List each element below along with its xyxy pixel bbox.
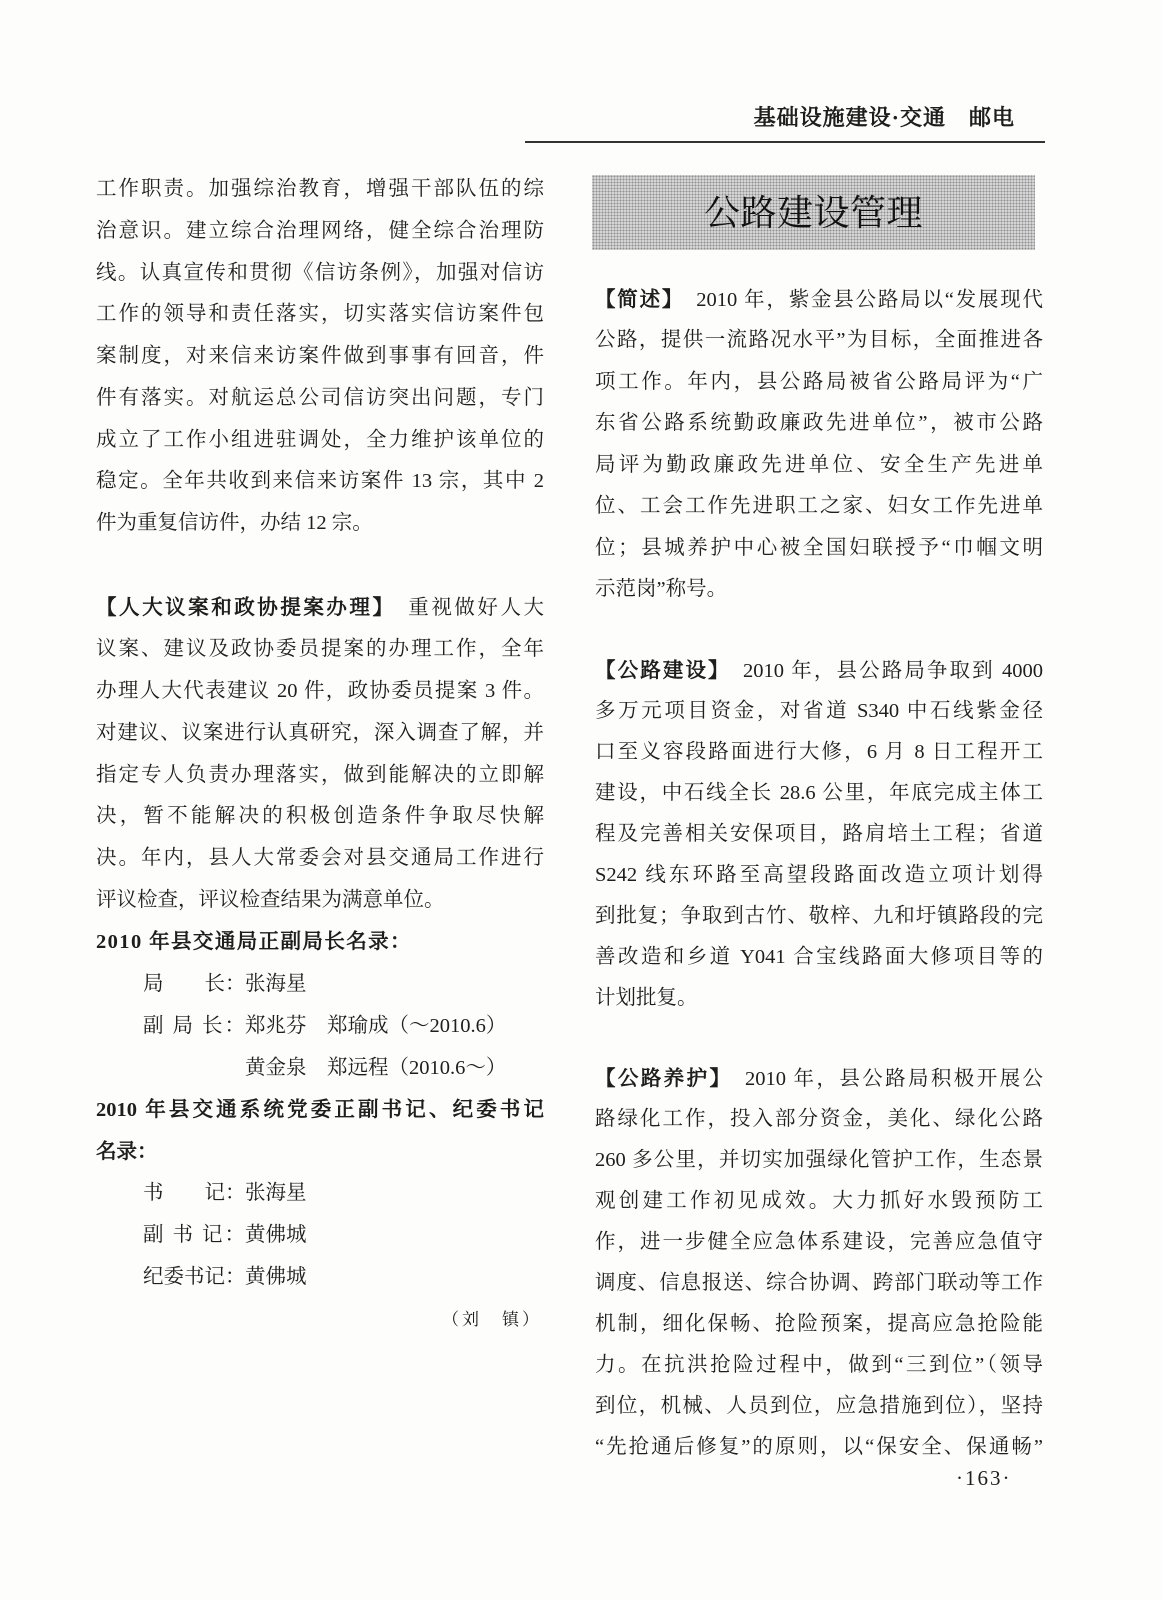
text-line: 件有落实。对航运总公司信访突出问题，专门	[96, 386, 544, 409]
text-line: 线。认真宣传和贯彻《信访条例》，加强对信访	[96, 261, 544, 284]
header-rule	[525, 141, 1045, 143]
page-number: ·163·	[956, 1466, 1012, 1490]
leader-title: 副 书 记：	[143, 1224, 245, 1247]
text-line: 东省公路系统勤政廉政先进单位”，被市公路	[595, 412, 1043, 435]
bureau-leader-row	[96, 964, 544, 1006]
text-line: 公路，提供一流路况水平”为目标，全面推进各	[595, 329, 1043, 352]
left-column-continued-paragraph	[96, 169, 544, 545]
party-leader-row	[96, 1173, 544, 1215]
text-line: 决。年内，县人大常委会对县交通局工作进行	[96, 847, 544, 870]
party-leader-row	[96, 1257, 544, 1299]
text-line: 调度、信息报送、综合协调、跨部门联动等工作	[595, 1271, 1043, 1294]
section-heading: 【人大议案和政协提案办理】	[96, 596, 386, 619]
header-section: 基础设施建设	[753, 105, 892, 130]
leader-title: 书 记：	[143, 1182, 246, 1205]
text-line	[595, 279, 1043, 320]
leader-names: 张海星	[245, 1182, 307, 1205]
text-line: 件为重复信访件，办结 12 宗。	[96, 512, 373, 534]
text-line: 成立了工作小组进驻调处，全力维护该单位的	[96, 428, 544, 451]
leader-title: 副 局 长：	[143, 1014, 245, 1037]
text-line: 口至义容段路面进行大修，6 月 8 日工程开工	[595, 740, 1043, 763]
party-leader-row	[96, 1215, 544, 1257]
text-line: 局评为勤政廉政先进单位、安全生产先进单	[595, 453, 1043, 476]
text-line: 指定专人负责办理落实，做到能解决的立即解	[96, 763, 544, 786]
text-line: 工作的领导和责任落实，切实落实信访案件包	[96, 303, 544, 326]
text-line: 路绿化工作，投入部分资金，美化、绿化公路	[595, 1107, 1043, 1130]
text-line: 作，进一步健全应急体系建设，完善应急值守	[595, 1230, 1043, 1253]
section-title: 公路建设管理	[592, 175, 1035, 250]
text-line: 观创建工作初见成效。大力抓好水毁预防工	[595, 1189, 1043, 1212]
text-line: 办理人大代表建议 20 件，政协委员提案 3 件。	[96, 679, 544, 702]
bureau-leader-row	[96, 1048, 544, 1090]
leader-names: 张海星	[245, 973, 307, 996]
leader-title: 纪委书记：	[143, 1266, 246, 1289]
text-line: 机制，细化保畅、抢险预案，提高应急抢险能	[595, 1312, 1043, 1335]
leader-names: 黄佛城	[245, 1224, 307, 1247]
section-heading: 【简述】	[595, 288, 674, 311]
text-line	[595, 1058, 1043, 1099]
left-column-npc-section	[96, 587, 544, 1341]
text-line: “先抢通后修复”的原则，以“保安全、保通畅”	[595, 1435, 1043, 1458]
text-run: 2010 年，紫金县公路局以“发展现代	[673, 289, 1043, 311]
overview-paragraph	[595, 279, 1043, 610]
road-construction-paragraph	[595, 650, 1043, 1019]
text-line: 稳定。全年共收到来信来访案件 13 宗，其中 2	[96, 470, 544, 493]
text-run: 2010 年，县公路局积极开展公	[722, 1067, 1043, 1090]
text-line: 位；县城养护中心被全国妇联授予“巾帼文明	[595, 536, 1043, 559]
leader-names: 黄佛城	[245, 1266, 307, 1289]
text-line: 善改造和乡道 Y041 合宝线路面大修项目等的	[595, 945, 1043, 968]
text-line: 建设，中石线全长 28.6 公里，年底完成主体工	[595, 781, 1043, 804]
text-line: 程及完善相关安保项目，路肩培土工程；省道	[595, 822, 1043, 845]
text-run: 2010 年，县公路局争取到 4000	[720, 659, 1044, 682]
party-leaders-heading-continued: 名录：	[96, 1140, 158, 1163]
section-heading: 【公路养护】	[595, 1066, 723, 1090]
text-run: 重视做好人大	[385, 597, 545, 619]
text-line: 决，暂不能解决的积极创造条件争取尽快解	[96, 805, 544, 828]
leader-title: 局 长：	[143, 973, 246, 996]
bureau-leaders-heading: 2010 年县交通局正副局长名录：	[96, 931, 412, 954]
text-line: 计划批复。	[595, 986, 698, 1009]
leader-names: 黄金泉 郑远程（2010.6～）	[245, 1056, 507, 1079]
text-line: 260 多公里，并切实加强绿化管护工作，生态景	[595, 1148, 1043, 1171]
header-subsection: ·交通 邮电	[891, 105, 1015, 130]
text-line: S242 线东环路至高望段路面改造立项计划得	[595, 863, 1043, 886]
text-line: 示范岗”称号。	[595, 577, 728, 600]
author-credit: （刘 镇）	[442, 1310, 542, 1330]
text-line: 治意识。建立综合治理网络，健全综合治理防	[96, 219, 544, 242]
text-line: 到批复；争取到古竹、敬梓、九和圩镇路段的完	[595, 904, 1043, 927]
text-line: 位、工会工作先进职工之家、妇女工作先进单	[595, 495, 1043, 518]
text-line: 力。在抗洪抢险过程中，做到“三到位”（领导	[595, 1353, 1043, 1376]
running-header	[754, 104, 1015, 132]
leader-names: 郑兆芬 郑瑜成（～2010.6）	[245, 1014, 507, 1037]
text-line: 议案、建议及政协委员提案的办理工作，全年	[96, 637, 544, 660]
text-line: 到位，机械、人员到位，应急措施到位），坚持	[595, 1394, 1043, 1417]
text-line: 案制度，对来信来访案件做到事事有回音，件	[96, 345, 544, 367]
text-line: 多万元项目资金，对省道 S340 中石线紫金径	[595, 699, 1043, 722]
text-line: 评议检查，评议检查结果为满意单位。	[96, 889, 445, 912]
text-line	[96, 587, 544, 629]
text-line: 工作职责。加强综治教育，增强干部队伍的综	[96, 178, 544, 200]
section-heading: 【公路建设】	[595, 658, 721, 682]
text-line: 对建议、议案进行认真研究，深入调查了解，并	[96, 721, 544, 744]
party-leaders-heading: 2010 年县交通系统党委正副书记、纪委书记	[96, 1098, 544, 1121]
bureau-leader-row	[96, 1006, 544, 1048]
road-maintenance-paragraph	[595, 1058, 1043, 1468]
text-line: 项工作。年内，县公路局被省公路局评为“广	[595, 370, 1043, 393]
text-line	[595, 650, 1043, 691]
